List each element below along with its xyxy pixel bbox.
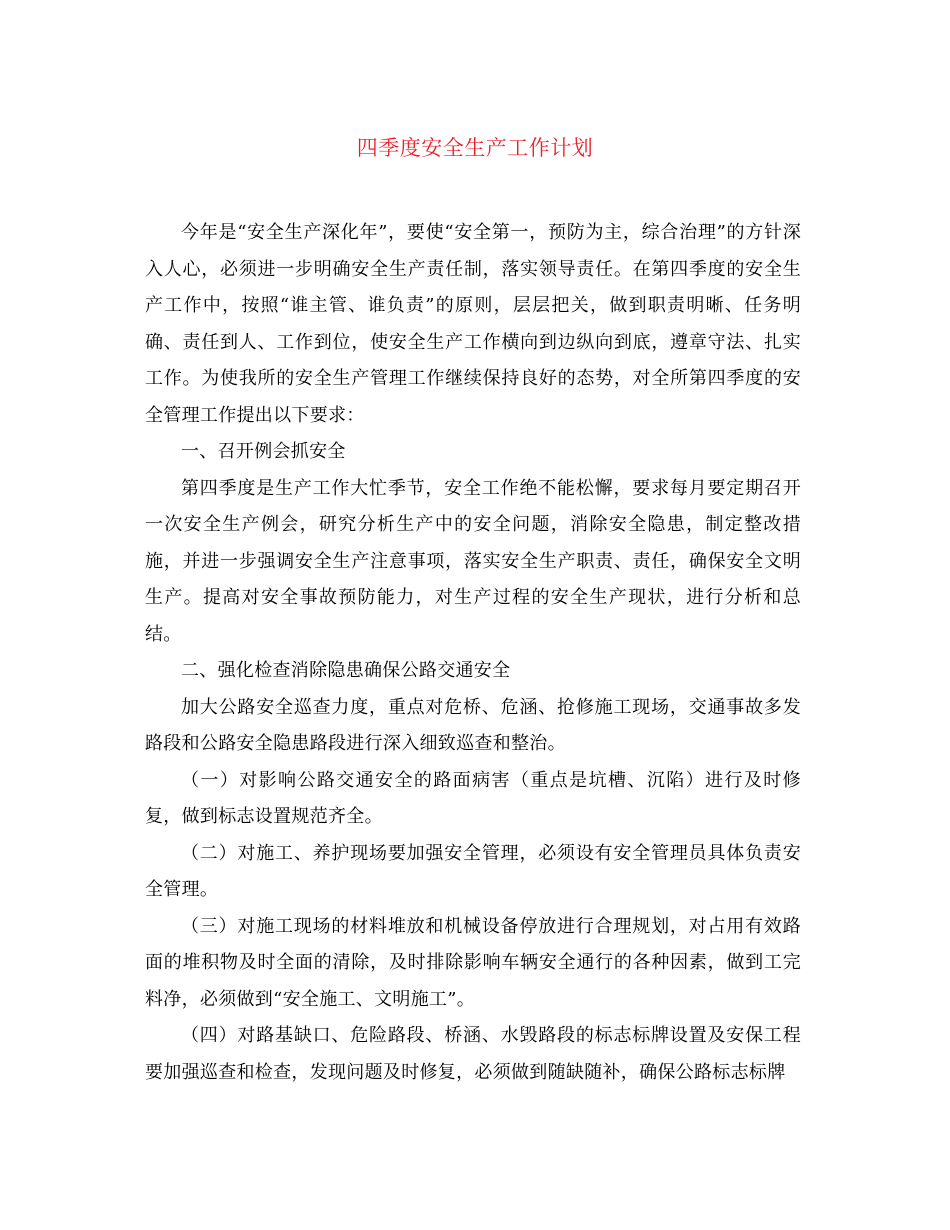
item-2-paragraph: （二）对施工、养护现场要加强安全管理，必须设有安全管理员具体负责安全管理。 — [145, 842, 801, 900]
document-body — [145, 215, 801, 1091]
inspection-paragraph: 加大公路安全巡查力度，重点对危桥、危涵、抢修施工现场，交通事故多发路段和公路安全隐患路段进行深入细致巡查和整治。 — [145, 696, 801, 754]
meetings-paragraph: 第四季度是生产工作大忙季节，安全工作绝不能松懈，要求每月要定期召开一次安全生产例会，研究分析生产中的安全问题，消除安全隐患，制定整改措施，并进一步强调安全生产注意事项，落实安全生产职责、责任，确保安全文明生产。提高对安全事故预防能力，对生产过程的安全生产现状，进行分析和总结。 — [145, 477, 801, 645]
document-title: 四季度安全生产工作计划 — [356, 136, 594, 160]
section-heading-inspection: 二、强化检查消除隐患确保公路交通安全 — [181, 660, 511, 681]
intro-paragraph: 今年是“安全生产深化年”，要使“安全第一，预防为主，综合治理”的方针深入人心，必须进一步明确安全生产责任制，落实领导责任。在第四季度的安全生产工作中，按照“谁主管、谁负责”的原则，层层把关，做到职责明晰、任务明确、责任到人、工作到位，使安全生产工作横向到边纵向到底，遵章守法、扎实工作。为使我所的安全生产管理工作继续保持良好的态势，对全所第四季度的安全管理工作提出以下要求： — [145, 222, 801, 426]
item-4-paragraph: （四）对路基缺口、危险路段、桥涵、水毁路段的标志标牌设置及安保工程要加强巡查和检查，发现问题及时修复，必须做到随缺随补，确保公路标志标牌 — [145, 1025, 801, 1083]
item-3-paragraph: （三）对施工现场的材料堆放和机械设备停放进行合理规划，对占用有效路面的堆积物及时全面的清除，及时排除影响车辆安全通行的各种因素，做到工完料净，必须做到“安全施工、文明施工”。 — [145, 915, 801, 1010]
section-heading-meetings: 一、召开例会抓安全 — [181, 441, 346, 462]
item-1-paragraph: （一）对影响公路交通安全的路面病害（重点是坑槽、沉陷）进行及时修复，做到标志设置规范齐全。 — [145, 769, 801, 827]
